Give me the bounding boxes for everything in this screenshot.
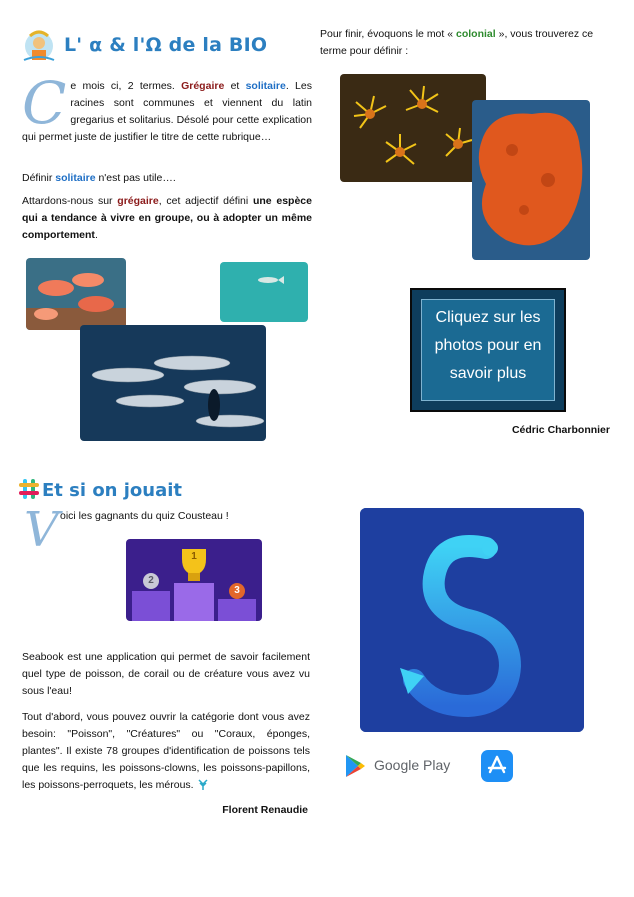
paragraph-solitaire: Définir solitaire n'est pas utile….: [22, 172, 176, 184]
more-info-button-label: Cliquez sur les photos pour en savoir plus: [434, 309, 542, 382]
podium-image: [126, 539, 262, 621]
term-gregaire: Grégaire: [181, 80, 225, 92]
categories-paragraph: Tout d'abord, vous pouvez ouvrir la catégorie dont vous avez besoin: "Poisson", "Créatures" ou "Coraux, éponges, plantes". Il existe 78 groupes d'identification de poissons tels que les requins, les poissons-clowns, les poissons-papillons, les poissons-perroquets, les mérous.: [22, 711, 310, 791]
section-title-game: Et si on jouait: [42, 480, 183, 501]
podium-second: 2: [148, 575, 154, 586]
more-info-button[interactable]: [410, 288, 566, 412]
quiz-intro: oici les gagnants du quiz Cousteau !: [60, 510, 229, 522]
page-title: L' α & l'Ω de la BIO: [64, 34, 268, 56]
seabook-paragraph: Seabook est une application qui permet de savoir facilement quel type de poisson, de corail ou de créature vous avez vu sous l'eau!: [22, 651, 310, 697]
author-cedric: Cédric Charbonnier: [511, 424, 610, 436]
seabook-app-icon[interactable]: [360, 508, 584, 732]
photo-fish-school[interactable]: [80, 325, 266, 441]
coral-icon: [197, 778, 209, 790]
photo-red-fish[interactable]: [26, 258, 126, 330]
dropcap-v: V: [24, 502, 59, 558]
photo-lone-fish[interactable]: [220, 262, 308, 322]
logo-icon: [20, 30, 58, 64]
dropcap-c: C: [22, 69, 67, 137]
google-play-icon: [344, 754, 366, 778]
term-solitaire: solitaire: [245, 80, 286, 92]
google-play-label: Google Play: [374, 757, 451, 773]
hashtag-icon: [18, 478, 40, 500]
author-florent: Florent Renaudie: [222, 804, 308, 816]
colonial-intro: Pour finir, évoquons le mot « colonial », vous trouverez ce terme pour définir :: [320, 28, 594, 57]
intro-paragraph: C e mois ci, 2 termes. Grégaire et solitaire. Les racines sont communes et viennent du latin gregarius et solitarius. Désolé pour cette explication qui permet juste de justifier le titre de cette rubrique…: [22, 69, 312, 143]
google-play-badge[interactable]: [344, 752, 454, 780]
podium-first: 1: [191, 551, 197, 562]
app-store-icon[interactable]: [481, 750, 513, 782]
podium-third: 3: [234, 585, 240, 596]
photo-yellow-coral[interactable]: [340, 74, 486, 182]
paragraph-gregaire: Attardons-nous sur grégaire, cet adjectif défini une espèce qui a tendance à vivre en groupe, ou à adopter un même comportement.: [22, 195, 312, 241]
term-colonial: colonial: [456, 28, 496, 40]
photo-orange-coral[interactable]: [472, 100, 590, 260]
